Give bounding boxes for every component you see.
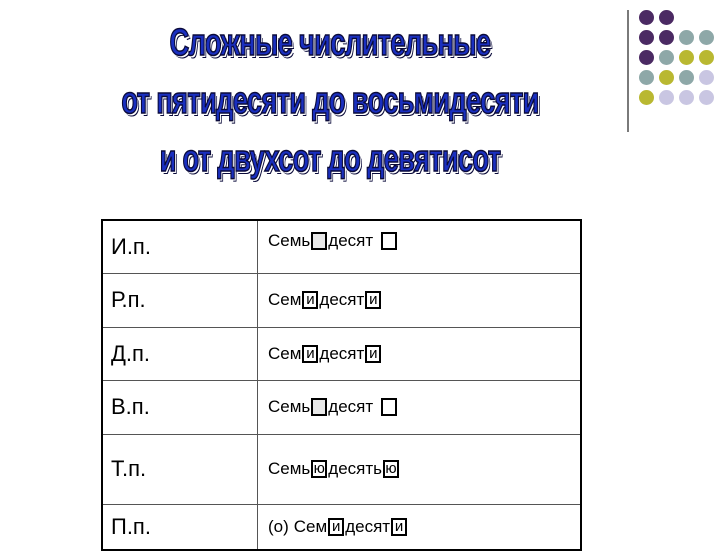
- word-part: десят: [328, 230, 374, 250]
- dot-icon: [679, 70, 694, 85]
- word-part: Семь: [268, 230, 311, 250]
- title-line-2: от пятидесяти до восьмидесяти: [121, 80, 539, 122]
- title-line-1: Сложные числительные: [169, 22, 491, 64]
- dot-icon: [679, 50, 694, 65]
- table-row: [102, 220, 581, 273]
- table-row: [102, 327, 581, 380]
- table-row: [102, 434, 581, 504]
- word-part: десят: [328, 397, 374, 416]
- table-row: [102, 504, 581, 550]
- word-part: Сем: [293, 516, 328, 536]
- case-label: П.п.: [102, 504, 258, 550]
- dot-icon: [659, 30, 674, 45]
- table-row: [102, 380, 581, 434]
- word-part: десят: [345, 516, 391, 536]
- dot-icon: [699, 70, 714, 85]
- dot-icon: [679, 90, 694, 105]
- case-label: В.п.: [102, 380, 258, 434]
- word-part: Сем: [268, 290, 302, 309]
- word-form: [258, 327, 582, 380]
- word-part: десят: [319, 343, 365, 363]
- ending-box: [311, 398, 327, 416]
- declension-table: [101, 219, 582, 551]
- ending-box: [311, 232, 327, 250]
- ending-box: и: [391, 518, 407, 536]
- dot-icon: [699, 30, 714, 45]
- word-part: десят: [319, 290, 365, 309]
- dot-icon: [639, 30, 654, 45]
- word-part: десять: [328, 459, 383, 478]
- case-label: И.п.: [102, 220, 258, 273]
- word-form: [258, 220, 582, 273]
- case-label: Т.п.: [102, 434, 258, 504]
- ending-box: ю: [383, 460, 399, 478]
- ending-box: и: [365, 291, 381, 309]
- slide-title: [40, 14, 620, 188]
- ending-box: ю: [311, 460, 327, 478]
- title-line-3: и от двухсот до девятисот: [159, 138, 501, 180]
- dot-icon: [659, 70, 674, 85]
- table-row: [102, 273, 581, 327]
- word-part: Семь: [268, 397, 311, 416]
- ending-box: [381, 398, 397, 416]
- dot-icon: [639, 70, 654, 85]
- ending-box: [381, 232, 397, 250]
- dot-icon: [639, 90, 654, 105]
- word-part: Сем: [268, 343, 302, 363]
- word-form: [258, 273, 582, 327]
- dot-icon: [659, 10, 674, 25]
- dot-icon: [699, 90, 714, 105]
- dot-icon: [659, 50, 674, 65]
- decorative-divider: [627, 10, 629, 132]
- dot-icon: [639, 50, 654, 65]
- case-label: Д.п.: [102, 327, 258, 380]
- ending-box: и: [328, 518, 344, 536]
- ending-box: и: [302, 345, 318, 363]
- word-part: Семь: [268, 459, 311, 478]
- dot-icon: [699, 50, 714, 65]
- dot-icon: [639, 10, 654, 25]
- decorative-dot-grid: [639, 10, 719, 130]
- ending-box: и: [365, 345, 381, 363]
- ending-box: и: [302, 291, 318, 309]
- preposition-label: (о): [268, 516, 289, 536]
- word-form: [258, 434, 582, 504]
- dot-icon: [679, 30, 694, 45]
- dot-icon: [659, 90, 674, 105]
- word-form: [258, 380, 582, 434]
- case-label: Р.п.: [102, 273, 258, 327]
- word-form: [258, 504, 582, 550]
